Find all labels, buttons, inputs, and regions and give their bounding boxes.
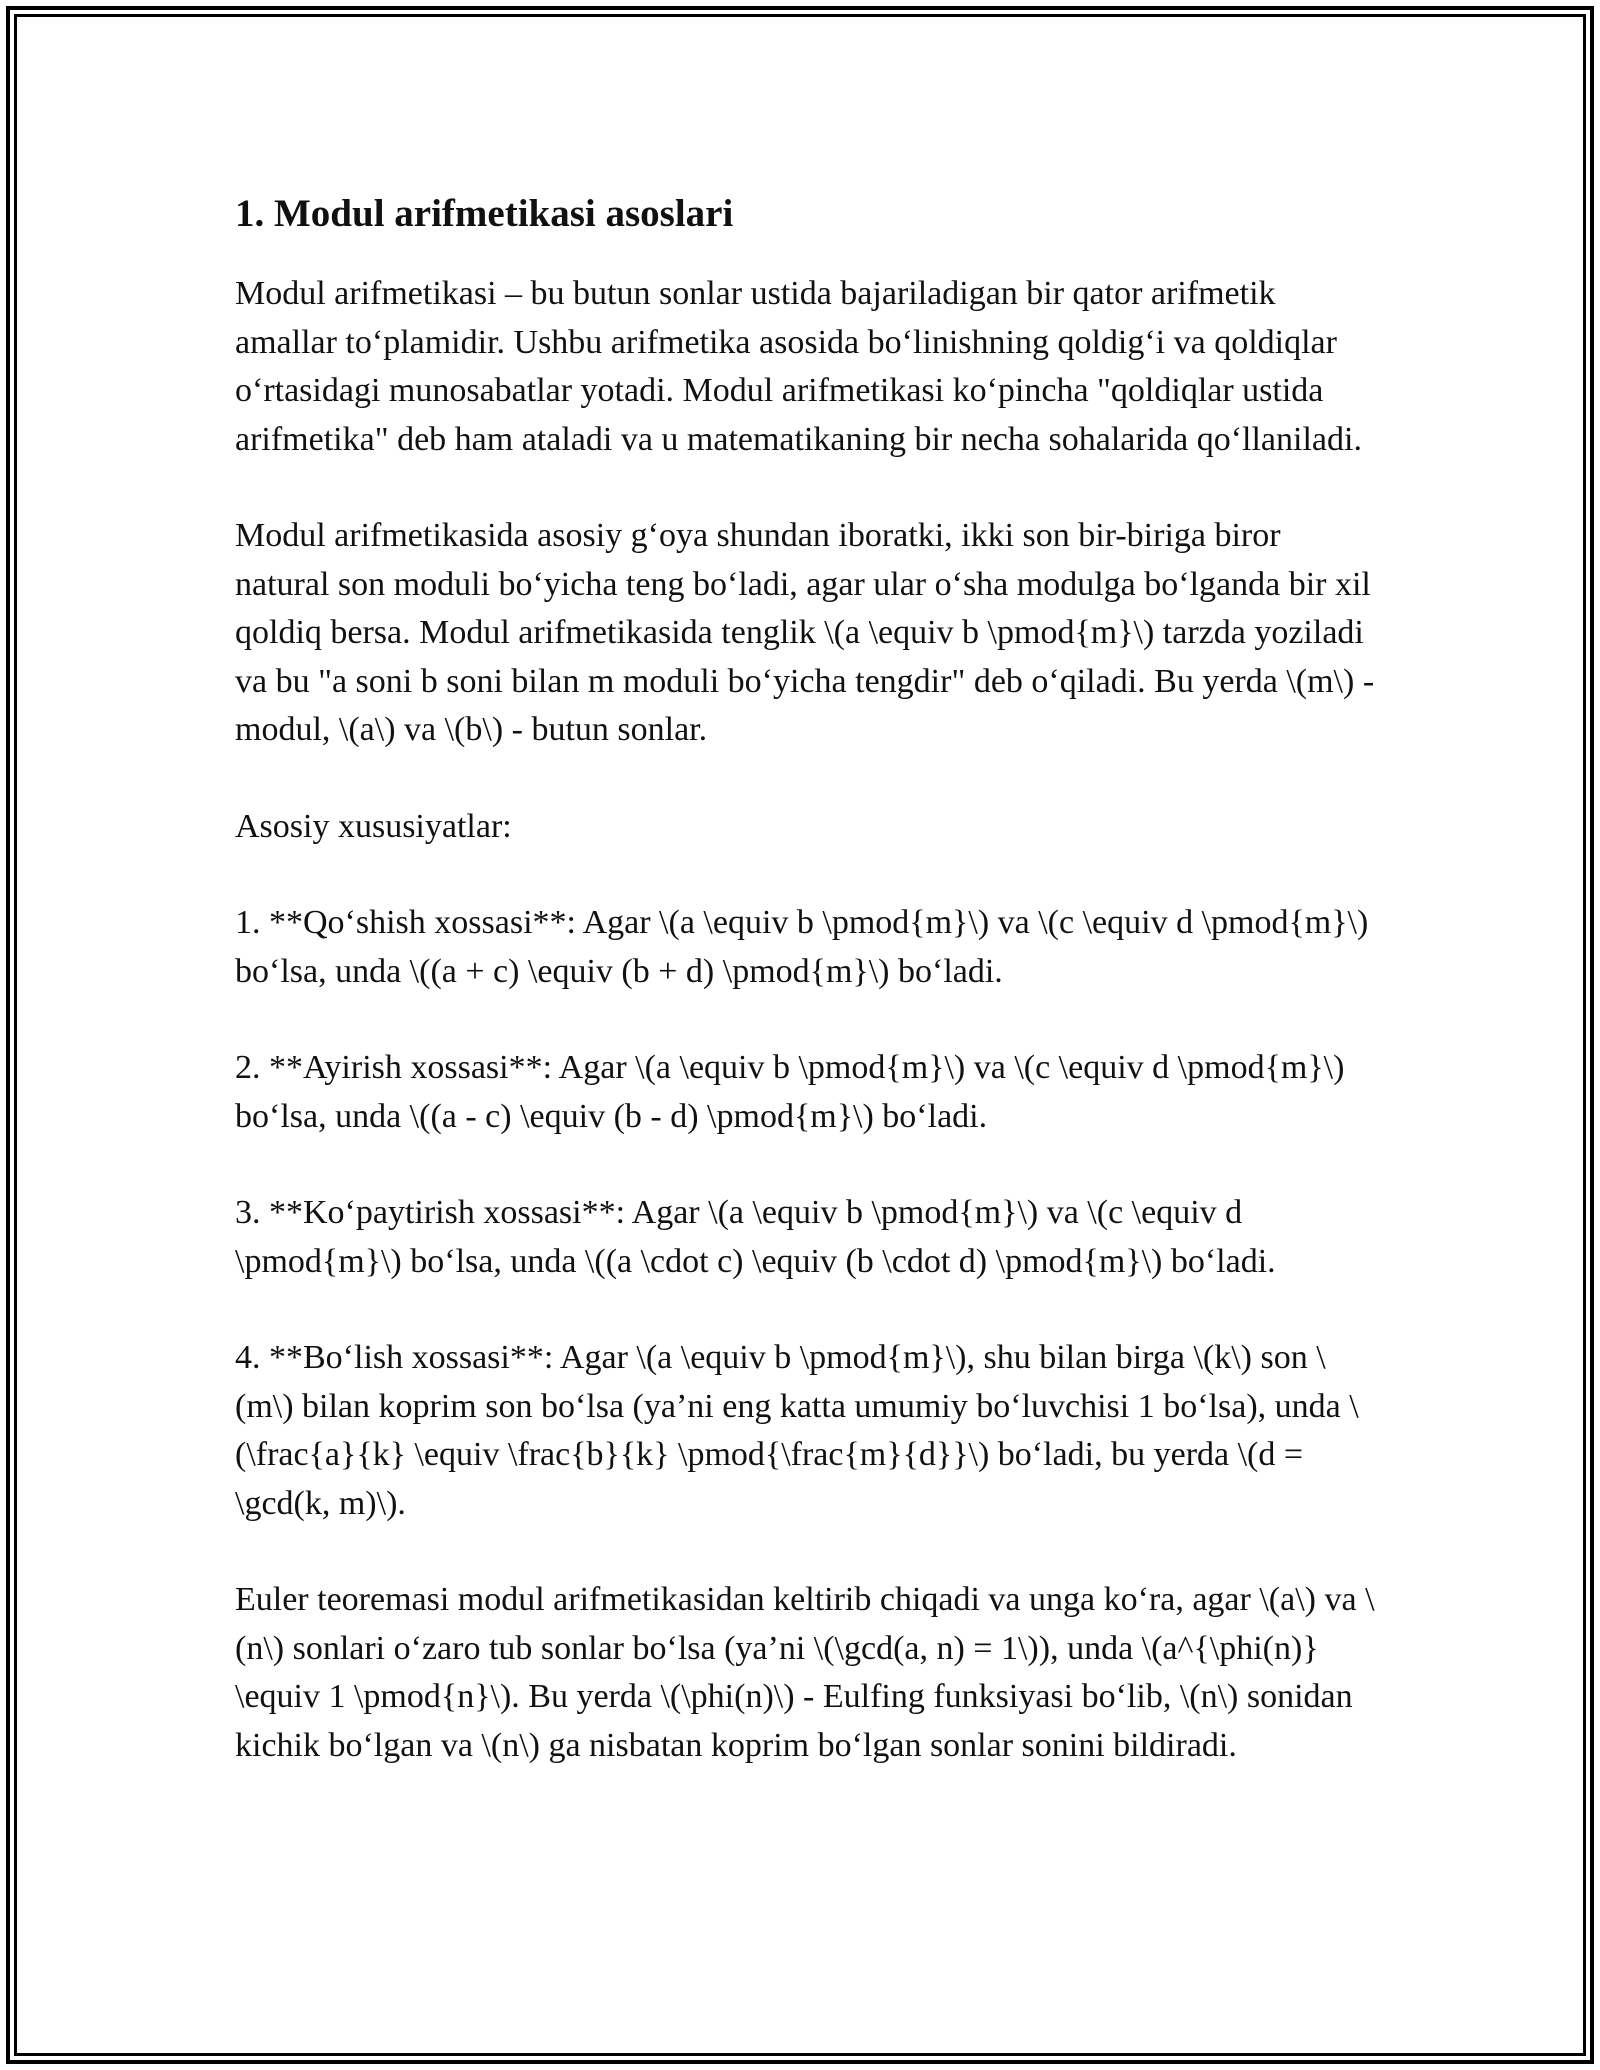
property-multiplication: 3. **Ko‘paytirish xossasi**: Agar \(a \equiv b \pmod{m}\) va \(c \equiv d \pmod{m}\) bo‘lsa, unda \((a \cdot c) \equiv (b \cdot d) \pmod{m}\) bo‘ladi. [235,1194,1276,1280]
property-addition: 1. **Qo‘shish xossasi**: Agar \(a \equiv b \pmod{m}\) va \(c \equiv d \pmod{m}\) bo‘lsa, unda \((a + c) \equiv (b + d) \pmod{m}\) bo‘ladi. [235,904,1369,990]
paragraph-euler: Euler teoremasi modul arifmetikasidan keltirib chiqadi va unga ko‘ra, agar \(a\) va \(n\) sonlari o‘zaro tub sonlar bo‘lsa (ya’ni \(\gcd(a, n) = 1\)), unda \(a^{\phi(n)} \equiv 1 \pmod{n}\). Bu yerda \(\phi(n)\) - Eulfing funksiyasi bo‘lib, \(n\) sonidan kichik bo‘lgan va \(n\) ga nisbatan koprim bo‘lgan sonlar sonini bildiradi. [235,1581,1375,1764]
section-heading: 1. Modul arifmetikasi asoslari [235,192,734,235]
document-body [235,184,1375,1818]
property-subtraction: 2. **Ayirish xossasi**: Agar \(a \equiv b \pmod{m}\) va \(c \equiv d \pmod{m}\) bo‘lsa, unda \((a - c) \equiv (b - d) \pmod{m}\) bo‘ladi. [235,1049,1345,1135]
paragraph-main-idea: Modul arifmetikasida asosiy g‘oya shundan iboratki, ikki son bir-biriga biror natural son moduli bo‘yicha teng bo‘ladi, agar ular o‘sha modulga bo‘lganda bir xil qoldiq bersa. Modul arifmetikasida tenglik \(a \equiv b \pmod{m}\) tarzda yoziladi va bu "a soni b soni bilan m moduli bo‘yicha tengdir" deb o‘qiladi. Bu yerda \(m\) - modul, \(a\) va \(b\) - butun sonlar. [235,517,1375,748]
paragraph-properties-label: Asosiy xususiyatlar: [235,807,512,845]
paragraph-intro: Modul arifmetikasi – bu butun sonlar ustida bajariladigan bir qator arifmetik amallar to‘plamidir. Ushbu arifmetika asosida bo‘linishning qoldig‘i va qoldiqlar o‘rtasidagi munosabatlar yotadi. Modul arifmetikasi ko‘pincha "qoldiqlar ustida arifmetika" deb ham ataladi va u matematikaning bir necha sohalarida qo‘llaniladi. [235,275,1362,458]
property-division: 4. **Bo‘lish xossasi**: Agar \(a \equiv b \pmod{m}\), shu bilan birga \(k\) son \(m\) bilan koprim son bo‘lsa (ya’ni eng katta umumiy bo‘luvchisi 1 bo‘lsa), unda \(\frac{a}{k} \equiv \frac{b}{k} \pmod{\frac{m}{d}}\) bo‘ladi, bu yerda \(d = \gcd(k, m)\). [235,1339,1359,1522]
